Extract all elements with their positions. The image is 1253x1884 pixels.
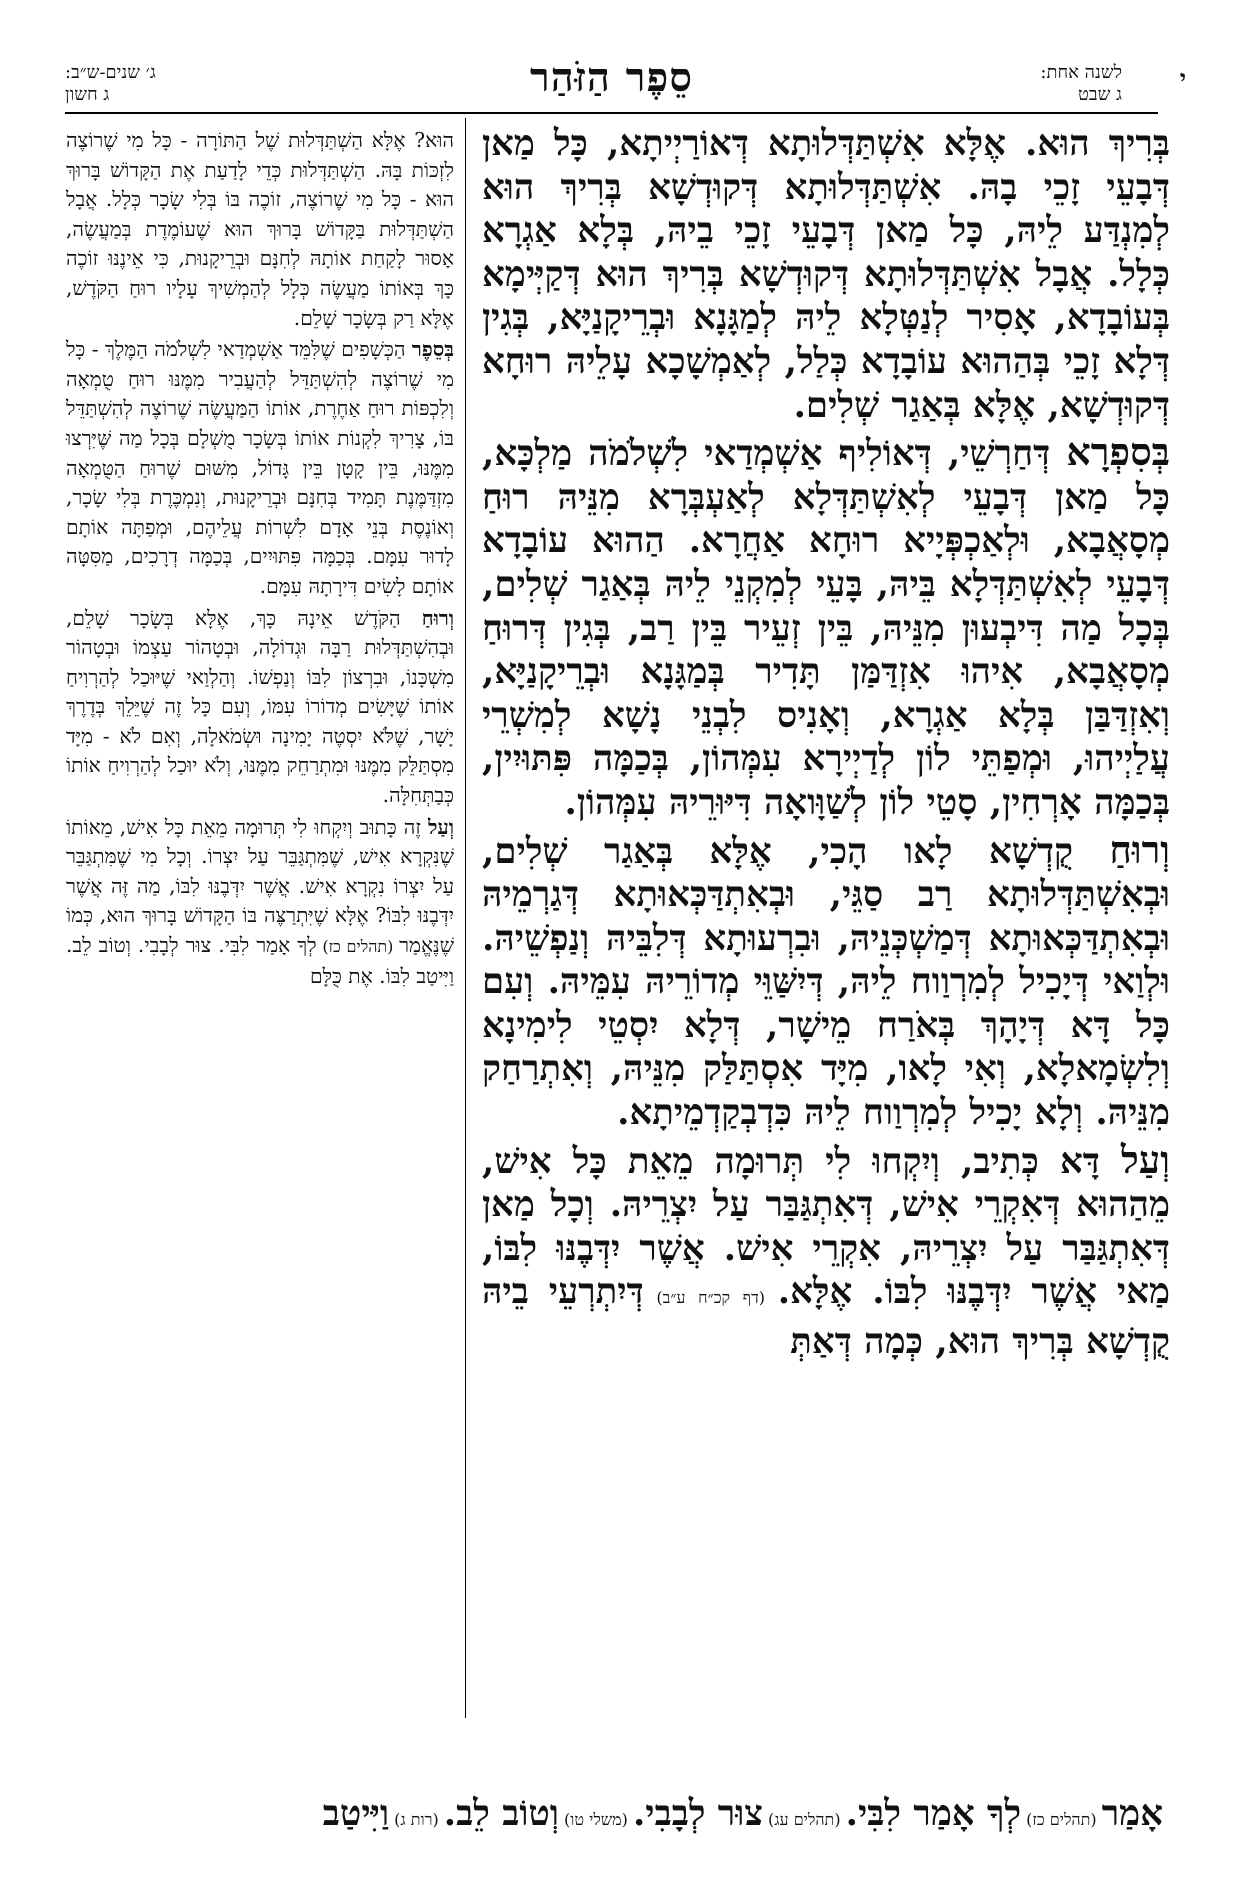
- header-left-top: ג׳ שנים-ש״ב:: [65, 62, 156, 83]
- side-paragraph-lead: בְּסֵפֶר: [411, 337, 454, 362]
- main-paragraph: [482, 430, 1170, 824]
- page-number: י: [1179, 64, 1186, 93]
- side-paragraph: [66, 335, 454, 601]
- footer-word: לְךָ אָמַר לִבִּי.: [845, 1793, 1022, 1834]
- column-divider: [465, 118, 466, 1718]
- main-paragraph-text: דְּחַרְשֵׁי, דְּאוֹלִיף אַשְׁמְדַאי לִשְׁלֹמֹה מַלְכָּא, כָּל מַאן דְּבָעֵי לְאִשְׁתַּדְּלָא לְאַעְבְּרָא מִנֵּיהּ רוּחַ מְסָאֲבָא, וּלְאַכְפְּיָיא רוּחָא אַחֲרָא. הַהוּא עוֹבָדָא דְּבָעֵי לְאִשְׁתַּדְּלָא בֵּיהּ, בָּעֵי לְמִקְנֵי לֵיהּ בְּאַגַר שְׁלִים, בְּכָל מַה דִּיבְעוּן מִנֵּיהּ, בֵּין זְעֵיר בֵּין רַב, בְּגִין דְּרוּחַ מְסָאֲבָא, אִיהוּ אִזְדַּמַּן תָּדִיר בְּמַגָּנָא וּבְרֵיקָנַיָּא, וְאִזְדַּבַּן בְּלָא אַגְרָא, וְאָנִיס לִבְנֵי נָשָׁא לְמִשְׁרֵי עֲלַיְיהוּ, וּמְפַתֵּי לוֹן לְדַיְירָא עִמְּהוֹן, בְּכַמָּה פִּתּוּיִין, בְּכַמָּה אָרְחִין, סָטֵי לוֹן לְשַׁוָּואָה דִּיּוּרֵיהּ עִמְּהוֹן.: [482, 433, 1170, 823]
- header-rule: [65, 112, 1158, 114]
- footer-word: צוּר לְבָבִי.: [632, 1793, 763, 1834]
- main-paragraph-text: דָּא כְּתִיב, וְיִקְחוּ לִי תְּרוּמָה מֵאֵת כָּל אִישׁ, מֵהַהוּא דְּאִקְרֵי אִישׁ, דְּאִתְגַּבַּר עַל יִצְרֵיהּ. וְכָל מַאן דְּאִתְגַּבַּר עַל יִצְרֵיהּ, אִקְרֵי אִישׁ. אֲשֶׁר יִדְּבֶנּוּ לִבּוֹ, מַאי אֲשֶׁר יִדְּבֶנּוּ לִבּוֹ. אֶלָּא.: [482, 1140, 1170, 1313]
- main-paragraph-text: קֻדְשָׁא לָאו הָכִי, אֶלָּא בְּאַגַר שְׁלִים, וּבְאִשְׁתַּדְּלוּתָא רַב סַגֵּי, וּבְאִתְדַּכְּאוּתָא דְּגַרְמֵיהּ וּבְאִתְדַּכְּאוּתָא דְּמַשְׁכְּנֵיהּ, וּבִרְעוּתָא דְּלִבֵּיהּ וְנַפְשֵׁיהּ. וּלְוַאי דְּיָכִיל לְמִרְוַוח לֵיהּ, דְּיִשַּׁוֵּי מְדוֹרֵיהּ עִמֵּיהּ. וְעִם כָּל דָּא דְּיָהָךְ בְּאֹרַח מֵישָׁר, דְּלָא יִסְטֵי לִימִינָא וְלִשְׂמָאלָא, וְאִי לָאו, מִיָּד אִסְתַּלַּק מִנֵּיהּ, וְאִתְרַחַק מִנֵּיהּ. וְלָא יָכִיל לְמִרְוַוח לֵיהּ כִּדְבְקַדְמֵיתָא.: [482, 830, 1170, 1134]
- side-paragraph: [66, 604, 454, 811]
- verse-reference: (תהלים כז): [316, 937, 400, 957]
- footer-word: וְטוֹב לֵב.: [443, 1793, 559, 1834]
- main-paragraph-text: בְּרִיךְ הוּא. אֶלָּא אִשְׁתַּדְּלוּתָא דְּאוֹרַיְיתָא, כָּל מַאן דְּבָעֵי זָכֵי בָהּ. אִשְׁתַּדְּלוּתָא דְּקוּדְשָׁא בְּרִיךְ הוּא לְמִנְדַּע לֵיהּ, כָּל מַאן דְּבָעֵי זָכֵי בֵיהּ, בְּלָא אַגְרָא כְּלָל. אֲבָל אִשְׁתַּדְּלוּתָא דְּקוּדְשָׁא בְּרִיךְ הוּא דְּקַיְּימָא בְּעוֹבָדָא, אָסִיר לְנַטְּלָא לֵיהּ לְמַגָּנָא וּבְרֵיקָנַיָּא, בְּגִין דְּלָא זָכֵי בְּהַהוּא עוֹבָדָא כְּלַל, לְאַמְשָׁכָא עָלֵיהּ רוּחָא דְּקוּדְשָׁא, אֶלָּא בְּאַגַר שְׁלִים.: [482, 123, 1170, 426]
- main-paragraph-lead: בְּסִפְרָא: [1066, 429, 1170, 475]
- main-paragraph: [482, 122, 1170, 427]
- header-right-bottom: ג שבט: [1078, 84, 1122, 105]
- side-paragraph: [66, 126, 454, 333]
- side-paragraph-lead: וְעַל: [427, 814, 454, 839]
- verse-reference: (רות ג): [389, 1810, 444, 1829]
- side-paragraph-text: הַקֹּדֶשׁ אֵינָהּ כָּךְ, אֶלָּא בְּשָׂכָר שָׁלֵם, וּבְהִשְׁתַּדְּלוּת רַבָּה וּגְדוֹלָה, וּבְטָהוֹר עַצְמוֹ וּבְטָהוֹר מִשְׁכָּנוֹ, וּבִרְצוֹן לִבּוֹ וְנַפְשׁוֹ. וְהַלְוַאי שֶׁיּוּכַל לְהַרְוִיחַ אוֹתוֹ שֶׁיָּשִׂים מְדוֹרוֹ עִמּוֹ, וְעִם כָּל זֶה שֶׁיֵּלֵךְ בְּדֶרֶךְ יָשָׁר, שֶׁלֹּא יִסְטֶה יָמִינָה וּשְׂמֹאלָה, וְאִם לֹא - מִיָּד מִסְתַּלֵּק מִמֶּנּוּ וּמִתְרַחֵק מִמֶּנּוּ, וְלֹא יוּכַל לְהַרְוִיחַ אוֹתוֹ כְּבַתְּחִלָּה.: [66, 605, 454, 808]
- footer-word: וַיִּיטַב: [322, 1793, 390, 1834]
- verse-reference: (תהלים עג): [762, 1810, 846, 1829]
- footer-line: [62, 1792, 1163, 1842]
- main-paragraph-tail: דְּיִתְרְעֵי בֵיהּ קֻדְשָׁא בְּרִיךְ הוּא, כְּמָה דְּאַתְּ: [482, 1271, 1170, 1363]
- side-paragraph-tail: לְךָ אָמַר לִבִּי. צוּר לְבָבִי. וְטוֹב לֵב. וַיִּיטַב לִבּוֹ. אֶת כֻּלָּם: [66, 933, 454, 988]
- footer-word: אָמַר: [1101, 1793, 1163, 1834]
- side-paragraph-text: זֶה כָּתוּב וְיִקְחוּ לִי תְּרוּמָה מֵאֵת כָּל אִישׁ, מֵאוֹתוֹ שֶׁנִּקְרָא אִישׁ, שֶׁמִּתְגַּבֵּר עַל יִצְרוֹ. וְכָל מִי שֶׁמִּתְגַּבֵּר עַל יִצְרוֹ נִקְרָא אִישׁ. אֲשֶׁר יִדְּבֶנּוּ לִבּוֹ, מַה זֶּה אֲשֶׁר יִדְּבֶנּוּ לִבּוֹ? אֶלָּא שֶׁיִּתְרַצֶּה בּוֹ הַקָּדוֹשׁ בָּרוּךְ הוּא, כְּמוֹ שֶׁנֶּאֱמַר: [66, 814, 454, 958]
- main-column-aramaic: [482, 122, 1170, 1782]
- header-left: [65, 62, 295, 106]
- verse-reference: (משלי טו): [558, 1810, 633, 1829]
- verse-reference: (תהלים כז): [1021, 1810, 1102, 1829]
- page-reference: (דף קכ״ח ע״ב): [643, 1288, 778, 1308]
- main-paragraph: [482, 828, 1170, 1135]
- header-right-top: לשנה אחת:: [1040, 62, 1122, 83]
- side-paragraph-lead: וְרוּחַ: [421, 605, 454, 630]
- main-paragraph-lead: וְעַל: [1120, 1136, 1170, 1182]
- header-left-bottom: ג חשון: [65, 84, 110, 105]
- main-paragraph-lead: וְרוּחַ: [1109, 826, 1170, 872]
- side-paragraph: [66, 813, 454, 992]
- main-paragraph: [482, 1138, 1170, 1364]
- side-column-translation: [66, 126, 454, 1736]
- book-title: סֵפֶר הַזֹּהַר: [530, 54, 693, 101]
- side-paragraph-text: הַכְּשָׁפִים שֶׁלִּמֵּד אַשְׁמְדַאי לִשְׁלֹמֹה הַמֶּלֶךְ - כָּל מִי שֶׁרוֹצֶה לְהִשְׁתַּדֵּל לְהַעֲבִיר מִמֶּנּוּ רוּחַ טֻמְאָה וְלִכְפּוֹת רוּחַ אַחֶרֶת, אוֹתוֹ הַמַּעֲשֶׂה שֶׁרוֹצֶה לְהִשְׁתַּדֵּל בּוֹ, צָרִיךְ לִקְנוֹת אוֹתוֹ בְּשָׂכָר מֻשְׁלָם בְּכָל מַה שֶּׁיִּרְצוּ מִמֶּנּוּ, בֵּין קָטָן בֵּין גָּדוֹל, מִשּׁוּם שֶׁרוּחַ הַטֻּמְאָה מִזְדַּמֶּנֶת תָּמִיד בְּחִנָּם וּבְרֵיקָנוּת, וְנִמְכֶּרֶת בְּלִי שָׂכָר, וְאוֹנֶסֶת בְּנֵי אָדָם לִשְׁרוֹת עֲלֵיהֶם, וּמְפַתָּה אוֹתָם לָדוּר עִמָּם. בְּכַמָּה פִּתּוּיִים, בְּכַמָּה דְרָכִים, מַסִּטָּה אוֹתָם לָשִׂים דִּירָתָהּ עִמָּם.: [65, 337, 454, 598]
- side-paragraph-text: הוּא? אֶלָּא הַשְׁתַּדְּלוּת שֶׁל הַתּוֹרָה - כָּל מִי שֶׁרוֹצֶה לִזְכּוֹת בָּהּ. הַשְׁתַּדְּלוּת כְּדֵי לָדַעַת אֶת הַקָּדוֹשׁ בָּרוּךְ הוּא - כָּל מִי שֶׁרוֹצֶה, זוֹכֶה בּוֹ בְּלִי שָׂכָר כְּלָל. אֲבָל הַשְׁתַּדְּלוּת בַּקָּדוֹשׁ בָּרוּךְ הוּא שֶׁעוֹמֶדֶת בְּמַעֲשֶׂה, אָסוּר לָקַחַת אוֹתָהּ לְחִנָּם וּבְרֵיקָנוּת, כִּי אֵינֶנּוּ זוֹכֶה כָּךְ בְּאוֹתוֹ מַעֲשֶׂה כְּלָל לְהַמְשִׁיךְ עָלָיו רוּחַ הַקֹּדֶשׁ, אֶלָּא רַק בְּשָׂכָר שָׁלֵם.: [66, 128, 454, 330]
